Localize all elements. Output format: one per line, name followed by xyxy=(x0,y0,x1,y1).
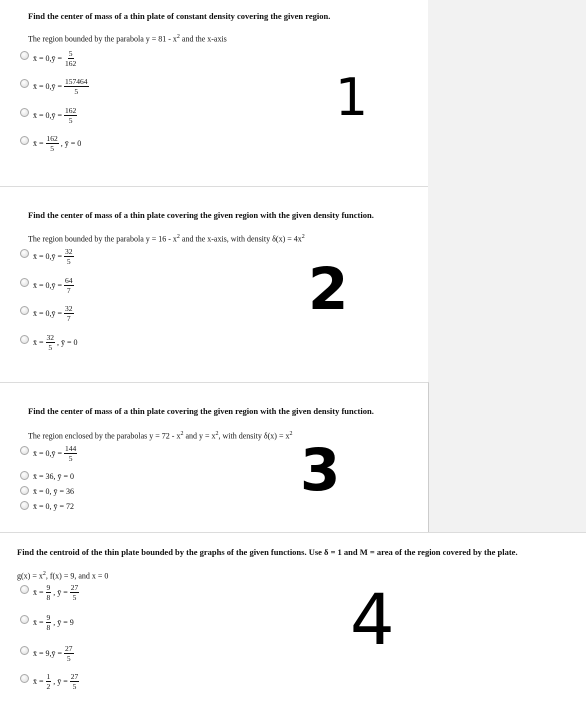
radio-button[interactable] xyxy=(20,471,29,480)
question-stem: The region enclosed by the parabolas $y = 72 - x^2$ and $y = x^2$, with density $\delta(x) = x^2$ xyxy=(28,431,293,441)
answer-option-2c[interactable]: x̄ = 0, ȳ = $\frac{32}{7}$ xyxy=(20,300,320,330)
answer-option-4b[interactable]: x̄ = $\frac{9}{8}$ , ȳ = 9 xyxy=(20,609,320,639)
answer-option-2b[interactable]: x̄ = 0, ȳ = $\frac{64}{7}$ xyxy=(20,272,320,302)
radio-button[interactable] xyxy=(20,335,29,344)
answer-option-1b[interactable]: x̄ = 0, ȳ = $\frac{157464}{5}$ xyxy=(20,73,320,103)
radio-button[interactable] xyxy=(20,646,29,655)
radio-button[interactable] xyxy=(20,249,29,258)
answer-option-4d[interactable]: x̄ = $\frac{1}{2}$ , ȳ = $\frac{27}{5}$ xyxy=(20,668,320,698)
radio-button[interactable] xyxy=(20,674,29,683)
answer-option-4c[interactable]: x̄ = 9, ȳ = $\frac{27}{5}$ xyxy=(20,640,320,670)
answer-option-3d[interactable]: x̄ = 0, ȳ = 72 xyxy=(20,497,320,527)
question-stem: $g(x) = x^2$, f(x) = 9, and x = 0 xyxy=(17,571,109,581)
radio-button[interactable] xyxy=(20,136,29,145)
answer-option-1d[interactable]: x̄ = $\frac{162}{5}$ , ȳ = 0 xyxy=(20,130,320,160)
radio-button[interactable] xyxy=(20,615,29,624)
answer-option-2a[interactable]: x̄ = 0, ȳ = $\frac{32}{5}$ xyxy=(20,243,320,273)
radio-button[interactable] xyxy=(20,585,29,594)
radio-button[interactable] xyxy=(20,278,29,287)
answer-option-1c[interactable]: x̄ = 0, ȳ = $\frac{162}{5}$ xyxy=(20,102,320,132)
radio-button[interactable] xyxy=(20,501,29,510)
question-stem: The region bounded by the parabola $y = 81 - x^2$ and the x-axis xyxy=(28,34,227,44)
question-panel-2 xyxy=(0,186,428,383)
question-title: Find the center of mass of a thin plate of constant density covering the given region. xyxy=(28,11,331,21)
radio-button[interactable] xyxy=(20,108,29,117)
handwritten-marker-2: 2 xyxy=(308,255,349,323)
radio-button[interactable] xyxy=(20,306,29,315)
handwritten-marker-1: 1 xyxy=(335,68,369,128)
question-title: Find the center of mass of a thin plate covering the given region with the given density function. xyxy=(28,406,374,416)
radio-button[interactable] xyxy=(20,486,29,495)
answer-option-4a[interactable]: x̄ = $\frac{9}{8}$ , ȳ = $\frac{27}{5}$ xyxy=(20,579,320,609)
question-title: Find the centroid of the thin plate bounded by the graphs of the given functions. Use δ = 1 and M = area of the region covered by the plate. xyxy=(17,547,518,557)
answer-option-2d[interactable]: x̄ = $\frac{32}{5}$ , ȳ = 0 xyxy=(20,329,320,359)
answer-option-3c[interactable]: x̄ = 0, ȳ = 36 xyxy=(20,482,320,512)
answer-option-3a[interactable]: x̄ = 0, ȳ = $\frac{144}{5}$ xyxy=(20,440,320,470)
handwritten-marker-4: 4 xyxy=(350,579,395,661)
handwritten-marker-3: 3 xyxy=(300,436,341,504)
question-panel-4 xyxy=(0,532,586,701)
question-title: Find the center of mass of a thin plate covering the given region with the given density function. xyxy=(28,210,374,220)
answer-option-3b[interactable]: x̄ = 36, ȳ = 0 xyxy=(20,467,320,497)
radio-button[interactable] xyxy=(20,446,29,455)
question-panel-1 xyxy=(0,0,428,186)
question-panel-3 xyxy=(0,382,429,533)
question-stem: The region bounded by the parabola $y = 16 - x^2$ and the x-axis, with density $\delta(x) = 4x^2$ xyxy=(28,234,305,244)
radio-button[interactable] xyxy=(20,79,29,88)
radio-button[interactable] xyxy=(20,51,29,60)
answer-option-1a[interactable]: x̄ = 0, ȳ = $\frac{5}{162}$ xyxy=(20,45,320,75)
